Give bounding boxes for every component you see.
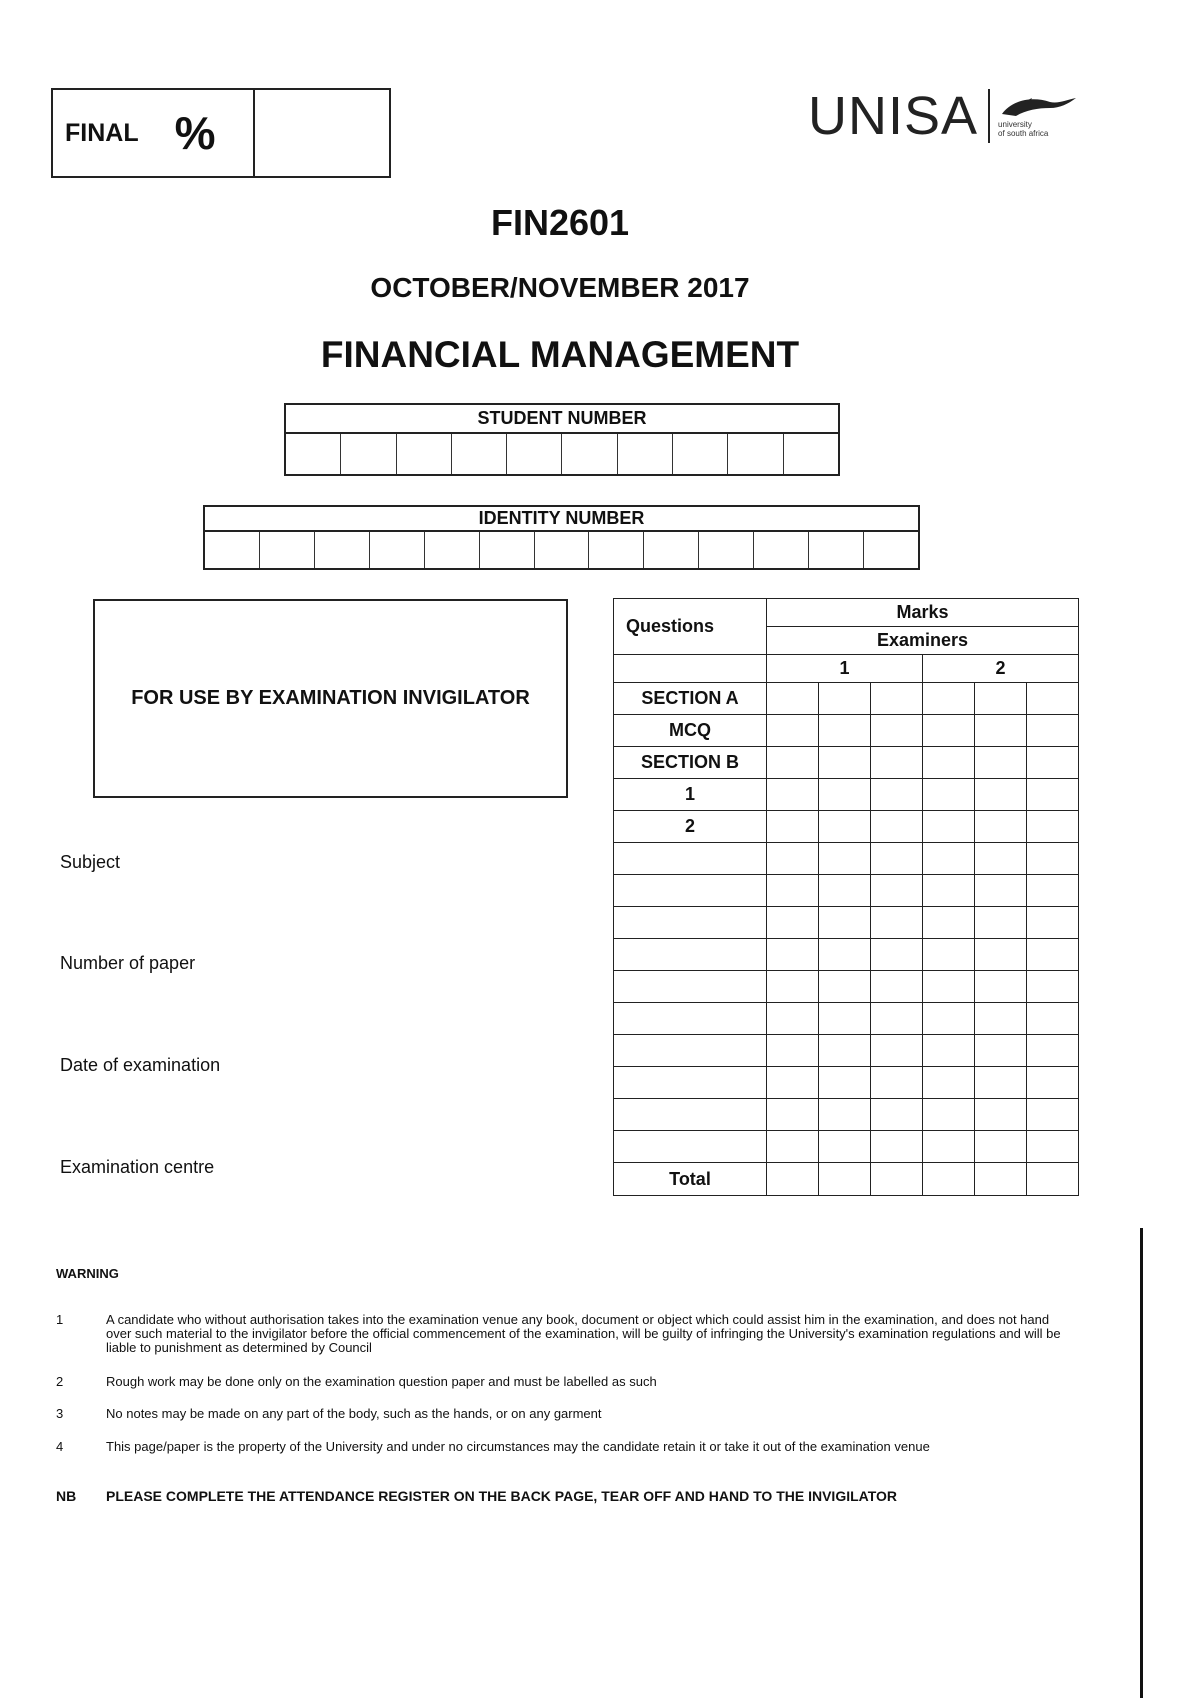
mark-entry-cell[interactable] — [1027, 1099, 1079, 1131]
mark-entry-cell[interactable] — [975, 1163, 1027, 1196]
mark-entry-cell[interactable] — [871, 1067, 923, 1099]
mark-entry-cell[interactable] — [819, 811, 871, 843]
mark-entry-cell[interactable] — [923, 875, 975, 907]
marks-row — [614, 1035, 1079, 1067]
mark-entry-cell[interactable] — [923, 1163, 975, 1196]
identity-number-digit-cell[interactable] — [260, 532, 315, 568]
mark-entry-cell[interactable] — [871, 811, 923, 843]
mark-entry-cell[interactable] — [1027, 715, 1079, 747]
mark-entry-cell[interactable] — [871, 843, 923, 875]
mark-entry-cell[interactable] — [1027, 747, 1079, 779]
mark-entry-cell[interactable] — [767, 683, 819, 715]
student-number-digit-cell[interactable] — [397, 434, 452, 474]
mark-entry-cell[interactable] — [975, 1003, 1027, 1035]
mark-entry-cell[interactable] — [819, 971, 871, 1003]
subject-title: FINANCIAL MANAGEMENT — [320, 334, 800, 375]
mark-entry-cell[interactable] — [767, 1035, 819, 1067]
final-score-box — [51, 88, 391, 178]
marks-row — [614, 1131, 1079, 1163]
mark-entry-cell[interactable] — [1027, 1003, 1079, 1035]
mark-entry-cell[interactable] — [819, 683, 871, 715]
invigilator-label: FOR USE BY EXAMINATION INVIGILATOR — [131, 687, 530, 709]
mark-entry-cell[interactable] — [923, 1067, 975, 1099]
mark-entry-cell[interactable] — [767, 939, 819, 971]
mark-entry-cell[interactable] — [975, 683, 1027, 715]
logo-wordmark: UNISA — [808, 86, 979, 146]
mark-entry-cell[interactable] — [975, 715, 1027, 747]
student-number-digit-cell[interactable] — [784, 434, 838, 474]
warning-item-number: 1 — [56, 1312, 64, 1327]
question-label: MCQ — [614, 715, 767, 747]
warning-item-text: Rough work may be done only on the examination question paper and must be labelled as such — [106, 1374, 657, 1389]
identity-number-digit-cell[interactable] — [589, 532, 644, 568]
student-number-label: STUDENT NUMBER — [286, 405, 838, 434]
marks-row — [614, 1067, 1079, 1099]
questions-header: Questions — [614, 599, 767, 655]
mark-entry-cell[interactable] — [819, 779, 871, 811]
mark-entry-cell[interactable] — [767, 1003, 819, 1035]
mark-entry-cell[interactable] — [767, 1067, 819, 1099]
mark-entry-cell[interactable] — [871, 1099, 923, 1131]
identity-number-digit-cell[interactable] — [644, 532, 699, 568]
scan-edge-line — [1140, 1228, 1143, 1698]
marks-row — [614, 843, 1079, 875]
mark-entry-cell[interactable] — [923, 747, 975, 779]
logo-emblem — [998, 94, 1078, 138]
field-paper-number: Number of paper — [60, 953, 196, 973]
total-row — [614, 1163, 1079, 1196]
nb-label: NB — [56, 1488, 77, 1504]
question-label — [614, 971, 767, 1003]
question-label: SECTION A — [614, 683, 767, 715]
student-number-digit-cell[interactable] — [286, 434, 341, 474]
mark-entry-cell[interactable] — [1027, 1131, 1079, 1163]
mark-entry-cell[interactable] — [767, 1099, 819, 1131]
mark-entry-cell[interactable] — [871, 939, 923, 971]
mark-entry-cell[interactable] — [1027, 683, 1079, 715]
student-number-digit-cell[interactable] — [341, 434, 396, 474]
marks-row — [614, 875, 1079, 907]
warning-item-number: 2 — [56, 1374, 64, 1389]
marks-row — [614, 683, 1079, 715]
mark-entry-cell[interactable] — [819, 1099, 871, 1131]
mark-entry-cell[interactable] — [1027, 1035, 1079, 1067]
identity-number-digit-cell[interactable] — [699, 532, 754, 568]
mark-entry-cell[interactable] — [871, 907, 923, 939]
mark-entry-cell[interactable] — [819, 939, 871, 971]
mark-entry-cell[interactable] — [975, 875, 1027, 907]
final-label: FINAL — [65, 118, 139, 147]
mark-entry-cell[interactable] — [1027, 907, 1079, 939]
questions-spacer — [614, 655, 767, 683]
marks-row — [614, 971, 1079, 1003]
question-label — [614, 1131, 767, 1163]
mark-entry-cell[interactable] — [975, 1099, 1027, 1131]
mark-entry-cell[interactable] — [975, 779, 1027, 811]
identity-number-digit-cell[interactable] — [754, 532, 809, 568]
warning-item-number: 3 — [56, 1406, 64, 1421]
mark-entry-cell[interactable] — [923, 971, 975, 1003]
mark-entry-cell[interactable] — [923, 715, 975, 747]
mark-entry-cell[interactable] — [871, 1131, 923, 1163]
student-number-digit-cell[interactable] — [562, 434, 617, 474]
mark-entry-cell[interactable] — [1027, 939, 1079, 971]
mark-entry-cell[interactable] — [819, 1035, 871, 1067]
examiner-1-header: 1 — [767, 655, 923, 683]
mark-entry-cell[interactable] — [767, 715, 819, 747]
question-label — [614, 1035, 767, 1067]
mark-entry-cell[interactable] — [871, 1163, 923, 1196]
warning-item — [56, 1440, 1062, 1454]
percent-sign: % — [174, 107, 216, 159]
marks-row — [614, 1099, 1079, 1131]
warning-item-text: A candidate who without authorisation takes into the examination venue any book, document or object which could assist him in the examination, and does not hand over such material to the invigilator before the official commencement of the examination, will be guilty of infringing the University's examination regulations and will be liable to punishment as determined by Council — [106, 1312, 1061, 1355]
final-label-cell — [53, 90, 255, 176]
mark-entry-cell[interactable] — [871, 875, 923, 907]
nb-text: PLEASE COMPLETE THE ATTENDANCE REGISTER ON THE BACK PAGE, TEAR OFF AND HAND TO THE INVIGILATOR — [106, 1488, 898, 1504]
identity-number-box — [203, 505, 920, 570]
identity-number-digit-cell[interactable] — [480, 532, 535, 568]
student-number-digit-cell[interactable] — [728, 434, 783, 474]
warning-item — [56, 1407, 1062, 1421]
mark-entry-cell[interactable] — [923, 1035, 975, 1067]
mark-entry-cell[interactable] — [975, 811, 1027, 843]
mark-entry-cell[interactable] — [923, 779, 975, 811]
mark-entry-cell[interactable] — [1027, 811, 1079, 843]
mark-entry-cell[interactable] — [975, 971, 1027, 1003]
marks-row — [614, 1003, 1079, 1035]
mark-entry-cell[interactable] — [923, 1131, 975, 1163]
mark-entry-cell[interactable] — [819, 1003, 871, 1035]
marks-row — [614, 811, 1079, 843]
mark-entry-cell[interactable] — [767, 875, 819, 907]
warning-item — [56, 1313, 1062, 1355]
warning-heading: WARNING — [56, 1266, 119, 1281]
mark-entry-cell[interactable] — [767, 747, 819, 779]
question-label — [614, 939, 767, 971]
mark-entry-cell[interactable] — [1027, 1163, 1079, 1196]
mark-entry-cell[interactable] — [975, 939, 1027, 971]
total-label: Total — [614, 1163, 767, 1196]
mark-entry-cell[interactable] — [923, 939, 975, 971]
question-label — [614, 1099, 767, 1131]
mark-entry-cell[interactable] — [1027, 1067, 1079, 1099]
mark-entry-cell[interactable] — [923, 683, 975, 715]
mark-entry-cell[interactable] — [1027, 971, 1079, 1003]
question-label — [614, 1003, 767, 1035]
student-number-digit-cell[interactable] — [452, 434, 507, 474]
mark-entry-cell[interactable] — [1027, 843, 1079, 875]
identity-number-cells — [205, 532, 918, 568]
mark-entry-cell[interactable] — [819, 715, 871, 747]
warning-item-text: This page/paper is the property of the University and under no circumstances may the candidate retain it or take it out of the examination venue — [106, 1439, 930, 1454]
mark-entry-cell[interactable] — [767, 779, 819, 811]
mark-entry-cell[interactable] — [871, 715, 923, 747]
question-label: SECTION B — [614, 747, 767, 779]
marks-row — [614, 779, 1079, 811]
mark-entry-cell[interactable] — [819, 1163, 871, 1196]
logo-divider — [988, 89, 990, 143]
bird-emblem-icon — [998, 94, 1078, 120]
question-label: 1 — [614, 779, 767, 811]
invigilator-box — [93, 599, 568, 798]
mark-entry-cell[interactable] — [871, 1003, 923, 1035]
question-label — [614, 843, 767, 875]
module-code: FIN2601 — [490, 202, 630, 243]
mark-entry-cell[interactable] — [819, 1067, 871, 1099]
marks-table — [613, 598, 1079, 1196]
mark-entry-cell[interactable] — [923, 1099, 975, 1131]
marks-row — [614, 715, 1079, 747]
final-score-field[interactable] — [255, 90, 389, 176]
warning-item — [56, 1375, 1062, 1389]
marks-row — [614, 939, 1079, 971]
mark-entry-cell[interactable] — [871, 779, 923, 811]
marks-row — [614, 747, 1079, 779]
mark-entry-cell[interactable] — [819, 747, 871, 779]
identity-number-digit-cell[interactable] — [425, 532, 480, 568]
mark-entry-cell[interactable] — [975, 843, 1027, 875]
logo-subtext-1: university — [998, 120, 1032, 129]
field-subject: Subject — [60, 852, 121, 872]
student-number-digit-cell[interactable] — [507, 434, 562, 474]
mark-entry-cell[interactable] — [975, 1035, 1027, 1067]
mark-entry-cell[interactable] — [871, 971, 923, 1003]
mark-entry-cell[interactable] — [975, 1067, 1027, 1099]
mark-entry-cell[interactable] — [767, 843, 819, 875]
marks-header: Marks — [767, 599, 1079, 627]
identity-number-digit-cell[interactable] — [864, 532, 918, 568]
identity-number-digit-cell[interactable] — [370, 532, 425, 568]
question-label — [614, 907, 767, 939]
warning-item-text: No notes may be made on any part of the body, such as the hands, or on any garment — [106, 1406, 602, 1421]
mark-entry-cell[interactable] — [819, 843, 871, 875]
mark-entry-cell[interactable] — [1027, 875, 1079, 907]
mark-entry-cell[interactable] — [975, 747, 1027, 779]
mark-entry-cell[interactable] — [871, 1035, 923, 1067]
mark-entry-cell[interactable] — [819, 907, 871, 939]
identity-number-digit-cell[interactable] — [535, 532, 590, 568]
mark-entry-cell[interactable] — [975, 1131, 1027, 1163]
mark-entry-cell[interactable] — [871, 747, 923, 779]
field-exam-date: Date of examination — [60, 1055, 221, 1075]
mark-entry-cell[interactable] — [923, 907, 975, 939]
question-label — [614, 875, 767, 907]
mark-entry-cell[interactable] — [819, 1131, 871, 1163]
question-label: 2 — [614, 811, 767, 843]
mark-entry-cell[interactable] — [767, 1131, 819, 1163]
mark-entry-cell[interactable] — [767, 971, 819, 1003]
warning-item-number: 4 — [56, 1439, 64, 1454]
student-number-digit-cell[interactable] — [673, 434, 728, 474]
identity-number-digit-cell[interactable] — [809, 532, 864, 568]
student-number-box — [284, 403, 840, 476]
field-exam-centre: Examination centre — [60, 1157, 215, 1177]
identity-number-label: IDENTITY NUMBER — [205, 507, 918, 532]
identity-number-digit-cell[interactable] — [205, 532, 260, 568]
mark-entry-cell[interactable] — [871, 683, 923, 715]
examiners-header: Examiners — [767, 627, 1079, 655]
mark-entry-cell[interactable] — [819, 875, 871, 907]
mark-entry-cell[interactable] — [767, 907, 819, 939]
mark-entry-cell[interactable] — [923, 1003, 975, 1035]
identity-number-digit-cell[interactable] — [315, 532, 370, 568]
mark-entry-cell[interactable] — [923, 811, 975, 843]
student-number-cells — [286, 434, 838, 474]
logo-subtext-2: of south africa — [998, 129, 1049, 138]
mark-entry-cell[interactable] — [975, 907, 1027, 939]
mark-entry-cell[interactable] — [1027, 779, 1079, 811]
marks-row — [614, 907, 1079, 939]
examiner-2-header: 2 — [923, 655, 1079, 683]
mark-entry-cell[interactable] — [923, 843, 975, 875]
mark-entry-cell[interactable] — [767, 811, 819, 843]
nb-note — [56, 1488, 897, 1504]
student-number-digit-cell[interactable] — [618, 434, 673, 474]
unisa-logo — [808, 86, 1078, 146]
exam-session: OCTOBER/NOVEMBER 2017 — [370, 272, 750, 303]
mark-entry-cell[interactable] — [767, 1163, 819, 1196]
question-label — [614, 1067, 767, 1099]
